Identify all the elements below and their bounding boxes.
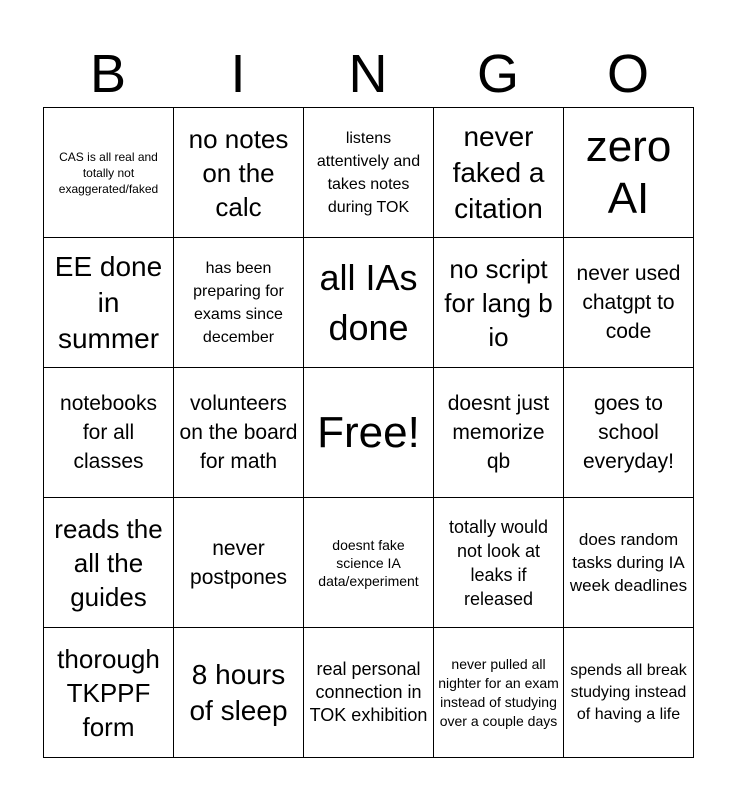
bingo-cell[interactable]: thorough TKPPF form: [44, 628, 174, 758]
bingo-cell[interactable]: listens attentively and takes notes during TOK: [304, 108, 434, 238]
bingo-cell[interactable]: no notes on the calc: [174, 108, 304, 238]
bingo-cell[interactable]: volunteers on the board for math: [174, 368, 304, 498]
bingo-cell[interactable]: EE done in summer: [44, 238, 174, 368]
bingo-cell[interactable]: reads the all the guides: [44, 498, 174, 628]
header-letter-b: B: [89, 44, 127, 104]
header-letter-o: O: [606, 44, 649, 104]
bingo-cell[interactable]: zero AI: [564, 108, 694, 238]
bingo-board: [43, 107, 694, 758]
board-row-5: [44, 628, 694, 758]
bingo-cell[interactable]: does random tasks during IA week deadlines: [564, 498, 694, 628]
board-row-2: [44, 238, 694, 368]
bingo-cell[interactable]: notebooks for all classes: [44, 368, 174, 498]
bingo-cell[interactable]: never faked a citation: [434, 108, 564, 238]
bingo-cell[interactable]: 8 hours of sleep: [174, 628, 304, 758]
header-letter-i: I: [230, 44, 246, 104]
bingo-cell[interactable]: goes to school everyday!: [564, 368, 694, 498]
bingo-cell[interactable]: never pulled all nighter for an exam instead of studying over a couple days: [434, 628, 564, 758]
bingo-cell[interactable]: all IAs done: [304, 238, 434, 368]
board-row-1: [44, 108, 694, 238]
bingo-cell[interactable]: doesnt just memorize qb: [434, 368, 564, 498]
bingo-cell[interactable]: real personal connection in TOK exhibition: [304, 628, 434, 758]
board-row-3: [44, 368, 694, 498]
board-row-4: [44, 498, 694, 628]
bingo-cell-free[interactable]: Free!: [304, 368, 434, 498]
bingo-cell[interactable]: totally would not look at leaks if released: [434, 498, 564, 628]
bingo-cell[interactable]: doesnt fake science IA data/experiment: [304, 498, 434, 628]
bingo-cell[interactable]: has been preparing for exams since december: [174, 238, 304, 368]
bingo-cell[interactable]: spends all break studying instead of having a life: [564, 628, 694, 758]
bingo-cell[interactable]: never used chatgpt to code: [564, 238, 694, 368]
header-letter-n: N: [348, 44, 388, 104]
bingo-cell[interactable]: never postpones: [174, 498, 304, 628]
bingo-cell[interactable]: no script for lang b io: [434, 238, 564, 368]
bingo-header: [43, 40, 693, 108]
bingo-cell[interactable]: CAS is all real and totally not exaggerated/faked: [44, 108, 174, 238]
header-letter-g: G: [476, 44, 519, 104]
